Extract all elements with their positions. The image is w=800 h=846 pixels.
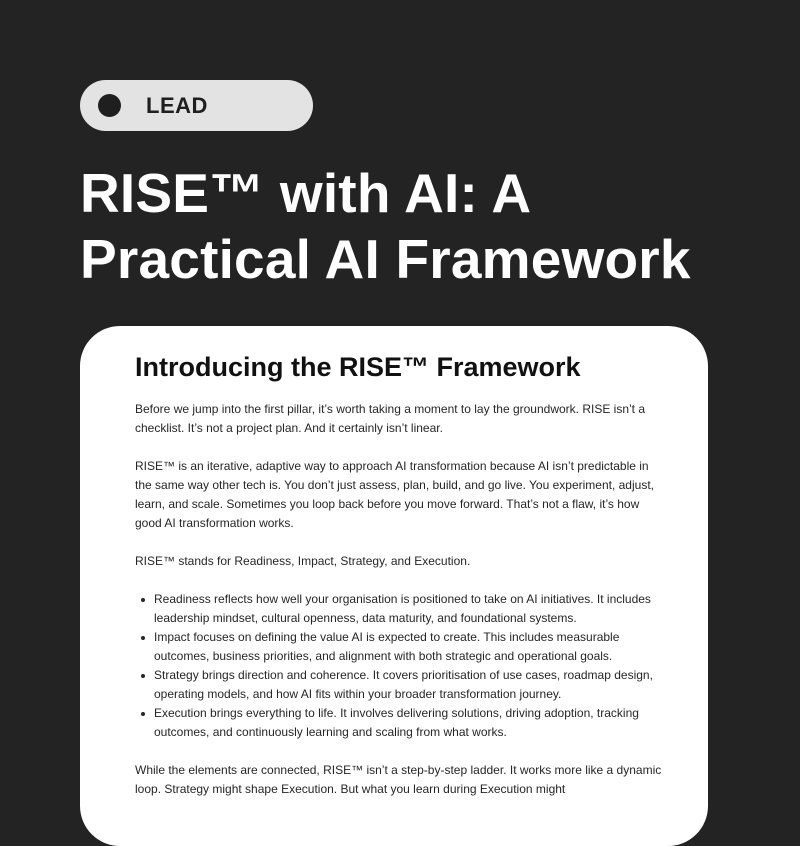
list-item-text: Impact focuses on defining the value AI is expected to create. This includes measurable outcomes, business priorities, and alignment with both strategic and operational goals. <box>154 630 620 663</box>
document-preview-card <box>80 326 708 846</box>
acronym-paragraph: RISE™ stands for Readiness, Impact, Strategy, and Execution. <box>135 554 471 568</box>
list-item-text: Readiness reflects how well your organisation is positioned to take on AI initiatives. It includes leadership mindset, cultural openness, data maturity, and foundational systems. <box>154 592 651 625</box>
page-headline: RISE™ with AI: A Practical AI Framework <box>80 162 691 290</box>
bullet-icon <box>141 636 145 640</box>
bullet-icon <box>141 598 145 602</box>
list-item-execution <box>154 704 668 742</box>
document-title: Introducing the RISE™ Framework <box>135 352 581 382</box>
description-paragraph: RISE™ is an iterative, adaptive way to approach AI transformation because AI isn’t predictable in the same way other tech is. You don’t just assess, plan, build, and go live. You experiment, adjust, learn, and scale. Sometimes you loop back before you move forward. That’s not a flaw, it’s how good AI transformation works. <box>135 459 654 530</box>
tag-label: LEAD <box>146 93 208 118</box>
bullet-icon <box>141 674 145 678</box>
pillar-list <box>135 590 668 742</box>
list-item-impact <box>154 628 668 666</box>
closing-paragraph: While the elements are connected, RISE™ isn’t a step-by-step ladder. It works more like a dynamic loop. Strategy might shape Execution. But what you learn during Execution might <box>135 763 662 796</box>
bullet-icon <box>141 712 145 716</box>
category-tag <box>80 80 313 131</box>
list-item-text: Strategy brings direction and coherence. It covers prioritisation of use cases, roadmap design, operating models, and how AI fits within your broader transformation journey. <box>154 668 653 701</box>
list-item-readiness <box>154 590 668 628</box>
list-item-strategy <box>154 666 668 704</box>
tag-dot-icon <box>98 94 121 117</box>
intro-paragraph: Before we jump into the first pillar, it’s worth taking a moment to lay the groundwork. RISE isn’t a checklist. It’s not a project plan. And it certainly isn’t linear. <box>135 402 646 435</box>
list-item-text: Execution brings everything to life. It involves delivering solutions, driving adoption, tracking outcomes, and continuously learning and scaling from what works. <box>154 706 639 739</box>
